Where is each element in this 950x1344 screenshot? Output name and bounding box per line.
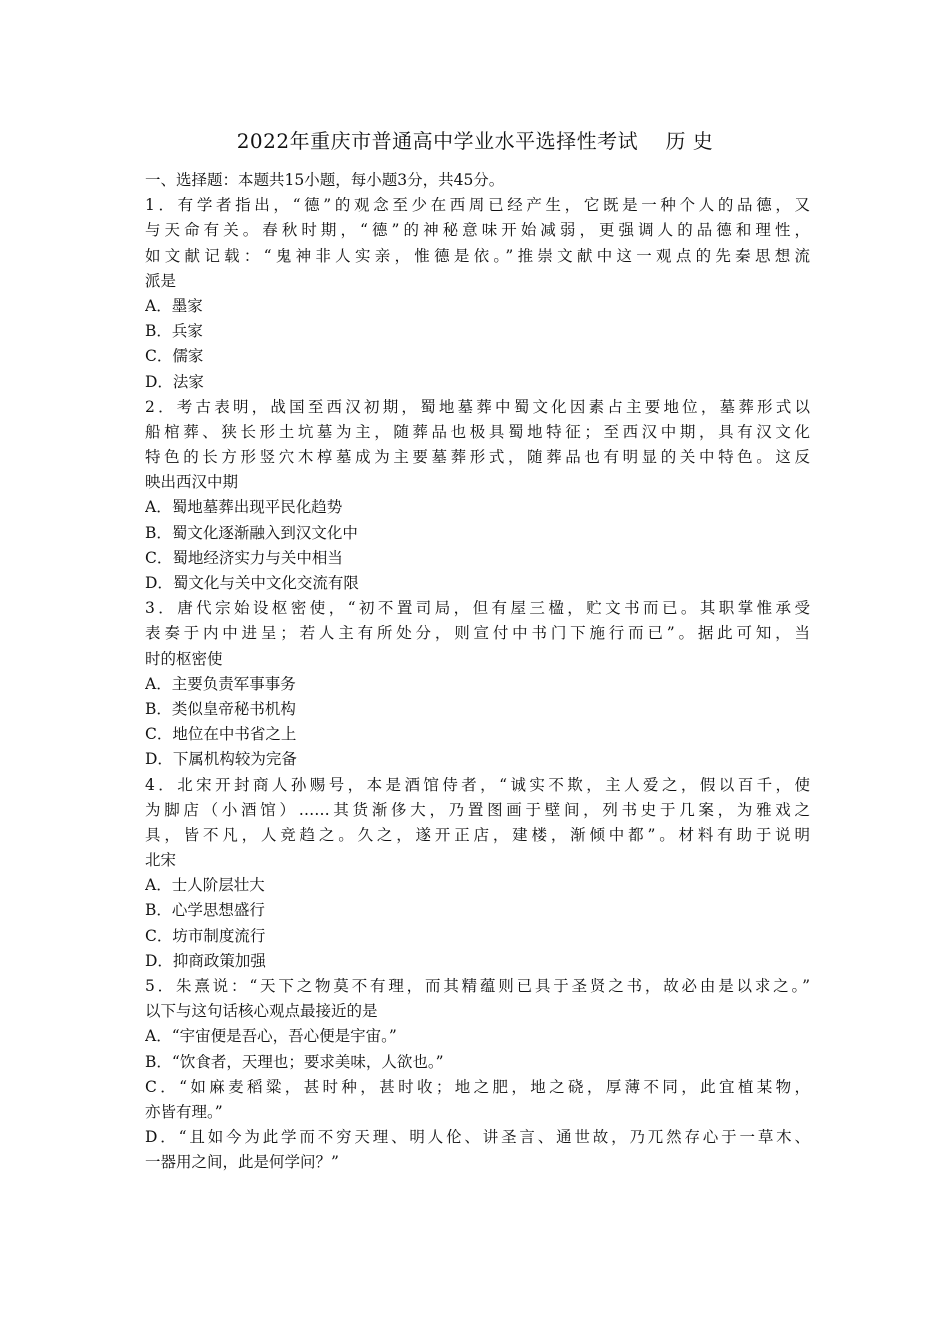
option-b: B．蜀文化逐渐融入到汉文化中 (145, 523, 358, 542)
option-c: C．蜀地经济实力与关中相当 (145, 548, 343, 567)
option-a: A．士人阶层壮大 (145, 876, 265, 895)
option-c: C．地位在中书省之上 (145, 725, 297, 744)
question-body (145, 168, 810, 1176)
option-a: A．墨家 (145, 296, 203, 315)
question-2 (145, 395, 810, 597)
option-b: B．兵家 (145, 322, 203, 341)
option-c: C．“如麻麦稻粱，甚时种，甚时收；地之肥，地之硗，厚薄不同，此宜植某物， (145, 1077, 810, 1096)
question-stem-line: 表奏于内中进呈；若人主有所处分，则宣付中书门下施行而已”。据此可知，当 (145, 624, 810, 643)
page-title: 2022年重庆市普通高中学业水平选择性考试 历 史 (236, 129, 714, 153)
section-header: 一、选择题：本题共15小题，每小题3分，共45分。 (145, 171, 505, 189)
option-a: A．蜀地墓葬出现平民化趋势 (145, 498, 343, 517)
question-5 (145, 974, 810, 1176)
option-d: D．法家 (145, 372, 204, 391)
question-stem-line: 具，皆不凡，人竞趋之。久之，遂开正店，建楼，渐倾中都”。材料有助于说明 (145, 825, 810, 844)
question-stem-line: 1．有学者指出，“德”的观念至少在西周已经产生，它既是一种个人的品德，又 (145, 196, 810, 215)
question-stem-line: 3．唐代宗始设枢密使，“初不置司局，但有屋三楹，贮文书而已。其职掌惟承受 (145, 599, 810, 618)
option-b: B．心学思想盛行 (145, 901, 265, 920)
option-d: D．下属机构较为完备 (145, 750, 297, 769)
option-c-continued: 亦皆有理。” (145, 1102, 223, 1121)
question-stem-line: 如文献记载：“鬼神非人实亲，惟德是依。”推崇文献中这一观点的先秦思想流 (145, 246, 810, 265)
question-stem-line: 时的枢密使 (145, 649, 223, 668)
option-d: D．蜀文化与关中文化交流有限 (145, 574, 359, 592)
question-stem-line: 4．北宋开封商人孙赐号，本是酒馆侍者，“诚实不欺，主人爱之，假以百千，使 (145, 775, 810, 794)
question-stem-line: 映出西汉中期 (145, 473, 239, 492)
question-stem-line: 派是 (145, 271, 177, 290)
question-stem-line: 2．考古表明，战国至西汉初期，蜀地墓葬中蜀文化因素占主要地位，墓葬形式以 (145, 397, 810, 416)
question-stem-line: 北宋 (145, 851, 177, 870)
option-b: B．类似皇帝秘书机构 (145, 699, 296, 718)
option-d: D．“且如今为此学而不穷天理、明人伦、讲圣言、通世故，乃兀然存心于一草木、 (145, 1128, 810, 1147)
option-c: C．儒家 (145, 347, 204, 366)
question-stem-line: 以下与这句话核心观点最接近的是 (145, 1002, 378, 1021)
question-stem-line: 5．朱熹说：“天下之物莫不有理，而其精蕴则已具于圣贤之书，故必由是以求之。” (145, 977, 810, 995)
question-stem-line: 特色的长方形竖穴木椁墓成为主要墓葬形式，随葬品也有明显的关中特色。这反 (145, 448, 810, 467)
option-a: A．主要负责军事事务 (145, 674, 296, 693)
option-a: A．“宇宙便是吾心，吾心便是宇宙。” (145, 1027, 397, 1046)
question-1 (145, 193, 810, 395)
option-b: B．“饮食者，天理也；要求美味，人欲也。” (145, 1052, 444, 1071)
question-4 (145, 773, 810, 975)
option-c: C．坊市制度流行 (145, 926, 266, 945)
question-3 (145, 596, 810, 772)
question-stem-line: 船棺葬、狭长形土坑墓为主，随葬品也极具蜀地特征；至西汉中期，具有汉文化 (145, 422, 810, 441)
option-d-continued: 一器用之间，此是何学问？” (145, 1153, 339, 1172)
option-d: D．抑商政策加强 (145, 951, 266, 970)
question-stem-line: 为脚店（小酒馆）……其货渐侈大，乃置图画于壁间，列书史于几案，为雅戏之 (145, 800, 810, 819)
question-stem-line: 与天命有关。春秋时期，“德”的神秘意味开始减弱，更强调人的品德和理性， (145, 221, 810, 240)
